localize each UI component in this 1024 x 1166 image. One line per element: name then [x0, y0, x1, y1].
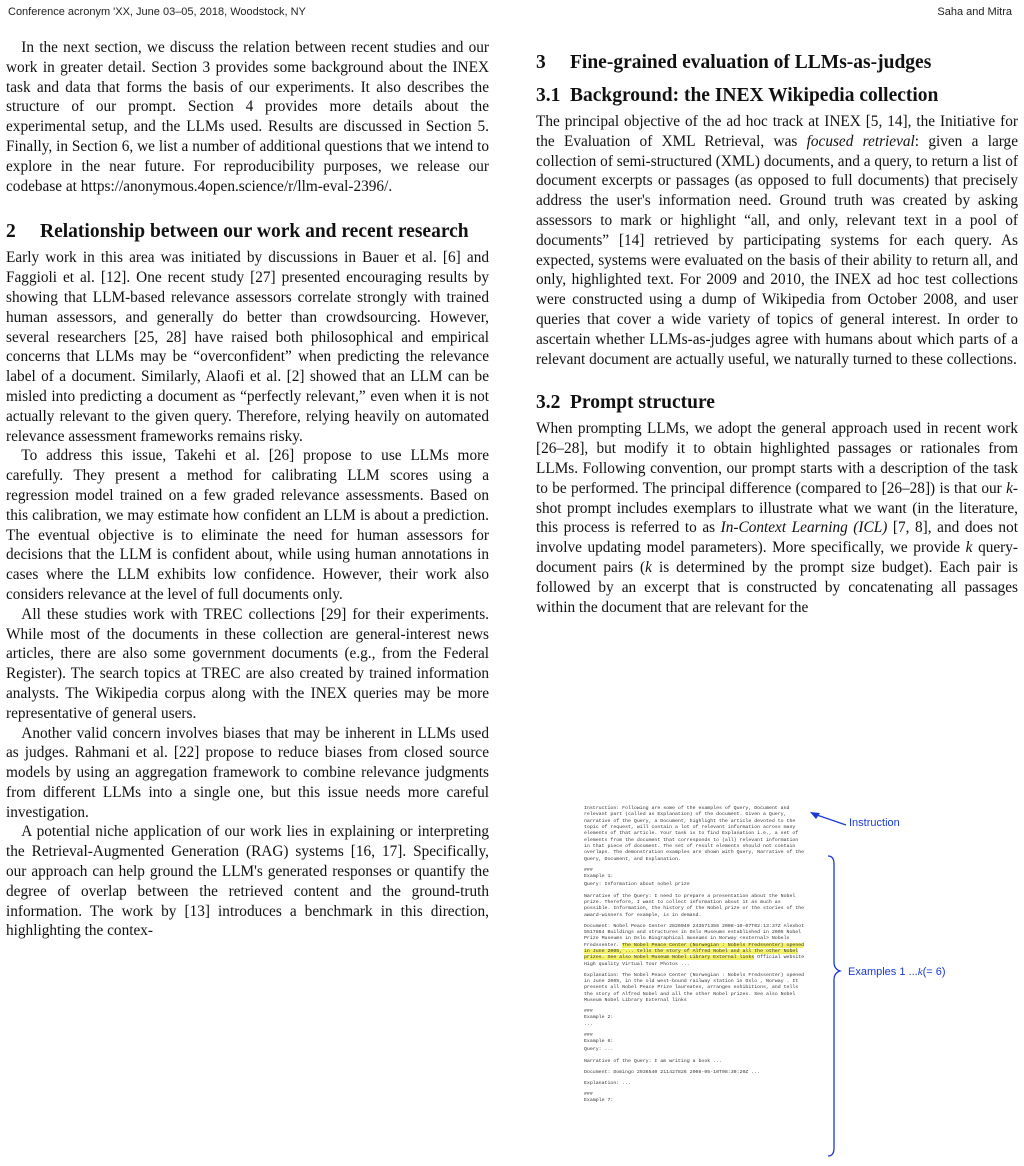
italic-term: focused retrieval	[806, 132, 915, 150]
instruction-arrow-line	[814, 814, 846, 825]
text-run: Document: Nobel Peace Center 2826040 243571356 2008-10-07T02:13:37Z Alexbot 5517884 Buildings and structures in Oslo Museums established in 2005 Nobel Prize Museums in Oslo Biographical museums in Norway <external> Nobels Fredssenter.	[584, 923, 805, 948]
intro-paragraph: In the next section, we discuss the relation between recent studies and our work in greater detail. Section 3 provides some background about the INEX task and data that forms the basis of our experiments. It also describes the structure of our prompt. Section 4 provides more details about the experimental setup, and the LLMs used. Results are discussed in Section 5. Finally, in Section 6, we list a number of additional questions that we intend to explore in the near future. For reproducibility purposes, we release our codebase at https://anonymous.4open.science/r/llm-eval-2396/.	[6, 39, 489, 195]
right-column	[536, 38, 1018, 617]
left-column	[6, 38, 489, 941]
example-header: ### Example 7:	[584, 1091, 614, 1103]
text-run: -shot prompt includes exemplars to illustrate what we want (in the literature, this process is referred to as	[536, 479, 1018, 537]
body-paragraph: To address this issue, Takehi et al. [26] propose to use LLMs more carefully. They present a method for calibrating LLM scores using a regression model trained on a few graded relevance assessments. Based on this calibration, we may estimate how confident an LLM is about a prediction. The eventual objective is to eliminate the need for human assessors for decisions that the LLM is confident about, while using human annotations in cases where the LLM exhibits low confidence. However, their work also considers relevance at the level of full documents only.	[6, 447, 489, 603]
highlighted-passage: The Nobel Peace Center (Norwegian : Nobels Fredssenter) opened in June 2005, ... tells the story of Alfred Nobel and all the other Nobel prizes. See also Nobel Museum Nobel Library External links	[584, 942, 805, 961]
text-run: [7, 8], and does not involve updating model parameters). More specifically, we provide	[536, 519, 1018, 557]
subsection-3-1-heading	[536, 84, 1018, 107]
prompt-figure	[584, 806, 994, 1162]
subsection-number: 3.1	[536, 85, 561, 106]
example-narrative: Narrative of the Query: I am writing a book ...	[584, 1058, 722, 1064]
text-run: is determined by the prompt size budget). Each pair is followed by an excerpt that is constructed by concatenating all passages within the document that are relevant for the	[536, 558, 1018, 616]
example-narrative: Narrative of the Query: I need to prepare a presentation about the Nobel prize. Therefore, I want to collect information about it as much as possible. Information, the history of the Nobel prize or the stories of the award-winners for example, is in demand.	[584, 893, 805, 918]
figure-annotations	[584, 806, 994, 1162]
subsection-number: 3.2	[536, 392, 561, 414]
text-run: When prompting LLMs, we adopt the general approach used in recent work [26–28], but modify it to obtain highlighted passages or rationales from LLMs. Following convention, our prompt starts with a description of the task to be performed. The principal difference (compared to [26–28]) is that our	[536, 420, 1018, 497]
examples-label-k: k	[917, 966, 923, 978]
instruction-label: Instruction	[849, 817, 900, 829]
subsection-title: Background: the INEX Wikipedia collection	[570, 85, 939, 106]
section-number: 2	[6, 221, 16, 243]
body-paragraph	[536, 419, 1018, 617]
example-explanation: Explanation: ...	[584, 1080, 631, 1086]
examples-label-dots: ...	[908, 966, 918, 978]
example-header: ### Example 6:	[584, 1032, 614, 1045]
section-title: Fine-grained evaluation of LLMs-as-judges	[570, 52, 932, 73]
prompt-instruction: Instruction: Following are some of the examples of Query, Document and relevant part (called as Explanation) of the document. Given a Query, narrative of the Query, a Document, highlight the article devoted to the topic of request, will contain a lot of relevant information across many elements of that article. Your task is to find Explanation i.e., a set of elements from the document that corresponds to (all) relevant information in that piece of document. The set of result elements should not contain overlaps. The demonstration examples are shown with Query, Narrative of the Query, Document, and Explanation.	[584, 806, 805, 862]
example-header: ### Example 1:	[584, 867, 614, 880]
text-run: Official website High quality Virtual Tour Photos ...	[584, 955, 805, 967]
math-k: k	[965, 539, 973, 557]
section-2-heading	[6, 220, 489, 243]
section-number: 3	[536, 52, 546, 73]
example-header: ### Example 2: ...	[584, 1009, 614, 1027]
section-title: Relationship between our work and recent research	[40, 221, 469, 243]
running-header-left: Conference acronym 'XX, June 03–05, 2018, Woodstock, NY	[8, 6, 306, 18]
text-run: query-document pairs (	[536, 539, 1018, 576]
running-header-right: Saha and Mitra	[937, 6, 1012, 18]
italic-term: In-Context Learning (ICL)	[720, 519, 888, 537]
example-explanation: Explanation: The Nobel Peace Center (Norwegian : Nobels Fredssenter) opened in June 2005, in the old west-bound railway station in Oslo , Norway . It presents all Nobel Peace Prize laureates, arranges exhibitions, and tells the story of Alfred Nobel and all the other Nobel prizes. See also Nobel Museum Nobel Library External links	[584, 972, 805, 1004]
text-run: The principal objective of the ad hoc track at INEX [5, 14], the Initiative for the Evaluation of XML Retrieval, was	[536, 113, 1018, 150]
body-paragraph: A potential niche application of our work lies in explaining or interpreting the Retrieval-Augmented Generation (RAG) systems [16, 17]. Specifically, our approach can help ground the LLM's generated responses or quantify the degree of overlap between the retrieved content and the ground-truth information. The work by [13] introduces a benchmark in this direction, highlighting the contex-	[6, 823, 489, 940]
text-run: : given a large collection of semi-structured (XML) documents, and a query, to return a list of document excerpts or passages (as opposed to full documents) that precisely address the user's information need. Ground truth was created by asking assessors to mark or highlight “all, and only, relevant text in a pool of documents” [14] retrieved by participating systems for each query. As expected, systems were evaluated on the basis of their ability to return all, and only, highlighted text. For 2009 and 2010, the INEX ad hoc test collections were constructed using a dump of Wikipedia from October 2008, and user queries that cover a wide variety of topics of general interest. In order to ascertain whether LLMs-as-judges agree with humans about which parts of a relevant document are actually useful, we naturally turned to these collections.	[536, 132, 1018, 368]
math-k: k	[1006, 479, 1013, 497]
body-paragraph	[536, 112, 1018, 369]
body-paragraph: All these studies work with TREC collections [29] for their experiments. While most of the documents in these collection are general-interest news articles, there are also some government documents (e.g., from the Federal Register). The search topics at TREC are also created by trained information analysts. The Wikipedia corpus along with the INEX queries may be more representative of general users.	[6, 605, 489, 722]
examples-brace	[828, 856, 840, 1156]
section-3-heading	[536, 51, 1018, 74]
examples-label	[848, 966, 946, 978]
body-paragraph: Early work in this area was initiated by discussions in Bauer et al. [6] and Faggioli et al. [12]. One recent study [27] presented encouraging results by showing that LLM-based relevance assessors correlate strongly with trained human assessors, and generally do better than crowdsourcing. However, several researchers [25, 28] have raised both philosophical and empirical concerns that LLMs may be “overconfident” when predicting the relevance label of a document. Similarly, Alaofi et al. [2] showed that an LLM can be misled into predicting a document as “perfectly relevant,” even when it is not actually relevant to the given query. Therefore, relying heavily on automated relevance assessment frameworks remains risky.	[6, 249, 489, 445]
math-k: k	[645, 558, 652, 576]
subsection-title: Prompt structure	[570, 392, 715, 414]
example-document: Document: Domingo 2936540 211427826 2008-05-10T08:30:20Z ...	[584, 1069, 761, 1075]
body-paragraph: Another valid concern involves biases that may be inherent in LLMs used as judges. Rahmani et al. [22] propose to reduce biases from closed source models by using an aggregation framework to combine relevance judgments from different LLMs into a single one, but this issue needs more careful investigation.	[6, 724, 489, 821]
example-query: Query: ...	[584, 1047, 614, 1053]
example-query: Query: Information about nobel prize	[584, 882, 690, 888]
examples-label-text: Examples 1	[848, 966, 909, 978]
subsection-3-2-heading	[536, 391, 1018, 414]
examples-label-count: (= 6)	[922, 966, 946, 978]
